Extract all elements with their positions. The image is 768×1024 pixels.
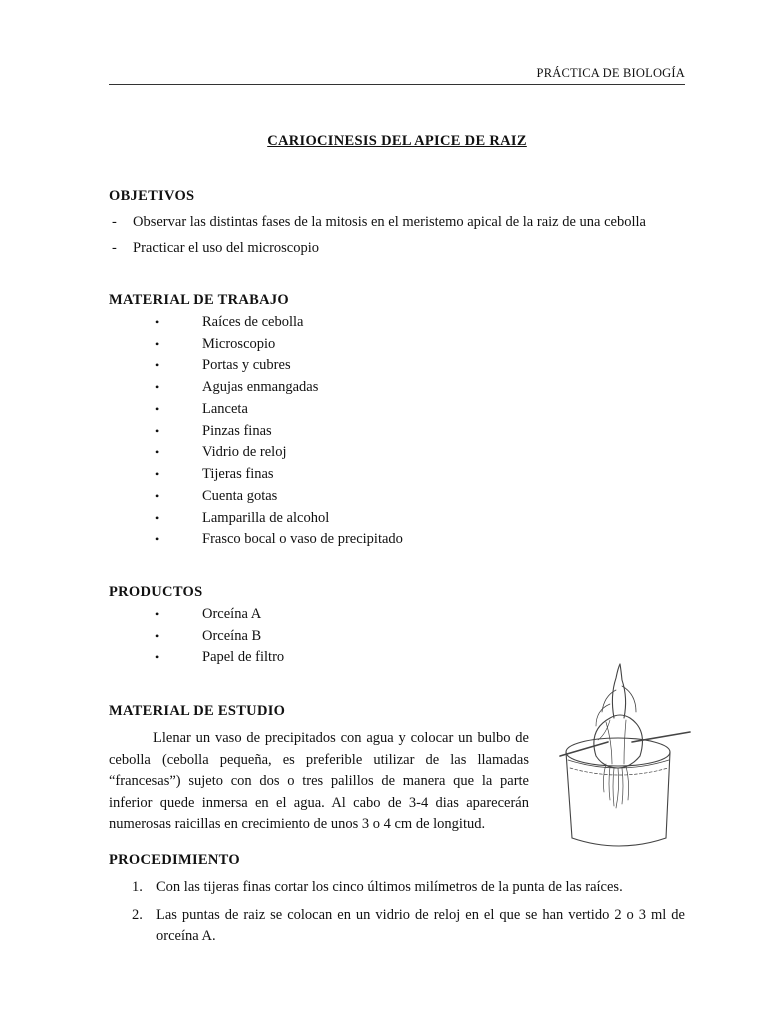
material-trabajo-heading: MATERIAL DE TRABAJO (109, 292, 289, 308)
bullet-mark: • (155, 650, 160, 664)
list-item-text: Lamparilla de alcohol (202, 510, 330, 526)
list-item-text: Frasco bocal o vaso de precipitado (202, 531, 403, 547)
step-number: 2. (132, 907, 143, 923)
bullet-mark: • (155, 532, 160, 546)
bullet-mark: • (155, 607, 160, 621)
bullet-mark: • (155, 511, 160, 525)
bullet-mark: • (155, 380, 160, 394)
dash-mark: - (112, 240, 117, 256)
step-text: Con las tijeras finas cortar los cinco últimos milímetros de la punta de las raíces. (156, 879, 623, 895)
document-title: CARIOCINESIS DEL APICE DE RAIZ (267, 133, 527, 149)
list-item-text: Vidrio de reloj (202, 444, 287, 460)
material-estudio-heading: MATERIAL DE ESTUDIO (109, 703, 286, 719)
list-item-text: Lanceta (202, 401, 248, 417)
list-item-text: Papel de filtro (202, 649, 285, 665)
bullet-mark: • (155, 629, 160, 643)
objetivo-text: Observar las distintas fases de la mitosis en el meristemo apical de la raiz de una cebolla (133, 214, 646, 230)
list-item-text: Raíces de cebolla (202, 314, 304, 330)
bullet-mark: • (155, 337, 160, 351)
productos-heading: PRODUCTOS (109, 584, 203, 600)
step-text: Las puntas de raiz se colocan en un vidrio de reloj en el que se han vertido 2 o 3 ml de orceína A. (156, 907, 685, 944)
list-item-text: Microscopio (202, 336, 276, 352)
bullet-mark: • (155, 445, 160, 459)
list-item-text: Agujas enmangadas (202, 379, 319, 395)
bullet-mark: • (155, 358, 160, 372)
bullet-mark: • (155, 402, 160, 416)
step-number: 1. (132, 879, 143, 895)
objetivos-heading: OBJETIVOS (109, 188, 195, 204)
bullet-mark: • (155, 489, 160, 503)
list-item-text: Cuenta gotas (202, 488, 278, 504)
list-item-text: Pinzas finas (202, 423, 272, 439)
objetivo-text: Practicar el uso del microscopio (133, 240, 320, 256)
bullet-mark: • (155, 315, 160, 329)
page-header: PRÁCTICA DE BIOLOGÍA (109, 66, 685, 85)
list-item-text: Orceína B (202, 628, 262, 644)
onion-in-beaker-drawing (540, 660, 700, 855)
list-item-text: Tijeras finas (202, 466, 274, 482)
procedimiento-heading: PROCEDIMIENTO (109, 852, 240, 868)
bullet-mark: • (155, 424, 160, 438)
bullet-mark: • (155, 467, 160, 481)
list-item-text: Orceína A (202, 606, 262, 622)
material-estudio-paragraph: Llenar un vaso de precipitados con agua y colocar un bulbo de cebolla (cebolla pequeña, es preferible utilizar de las llamadas “francesas”) sujeto con dos o tres palillos de manera que la parte inferior quede inmersa en el agua. Al cabo de 3-4 dias aparecerán numerosas raicillas en crecimiento de unos 3 o 4 cm de longitud. (109, 730, 529, 832)
dash-mark: - (112, 214, 117, 230)
list-item-text: Portas y cubres (202, 357, 291, 373)
